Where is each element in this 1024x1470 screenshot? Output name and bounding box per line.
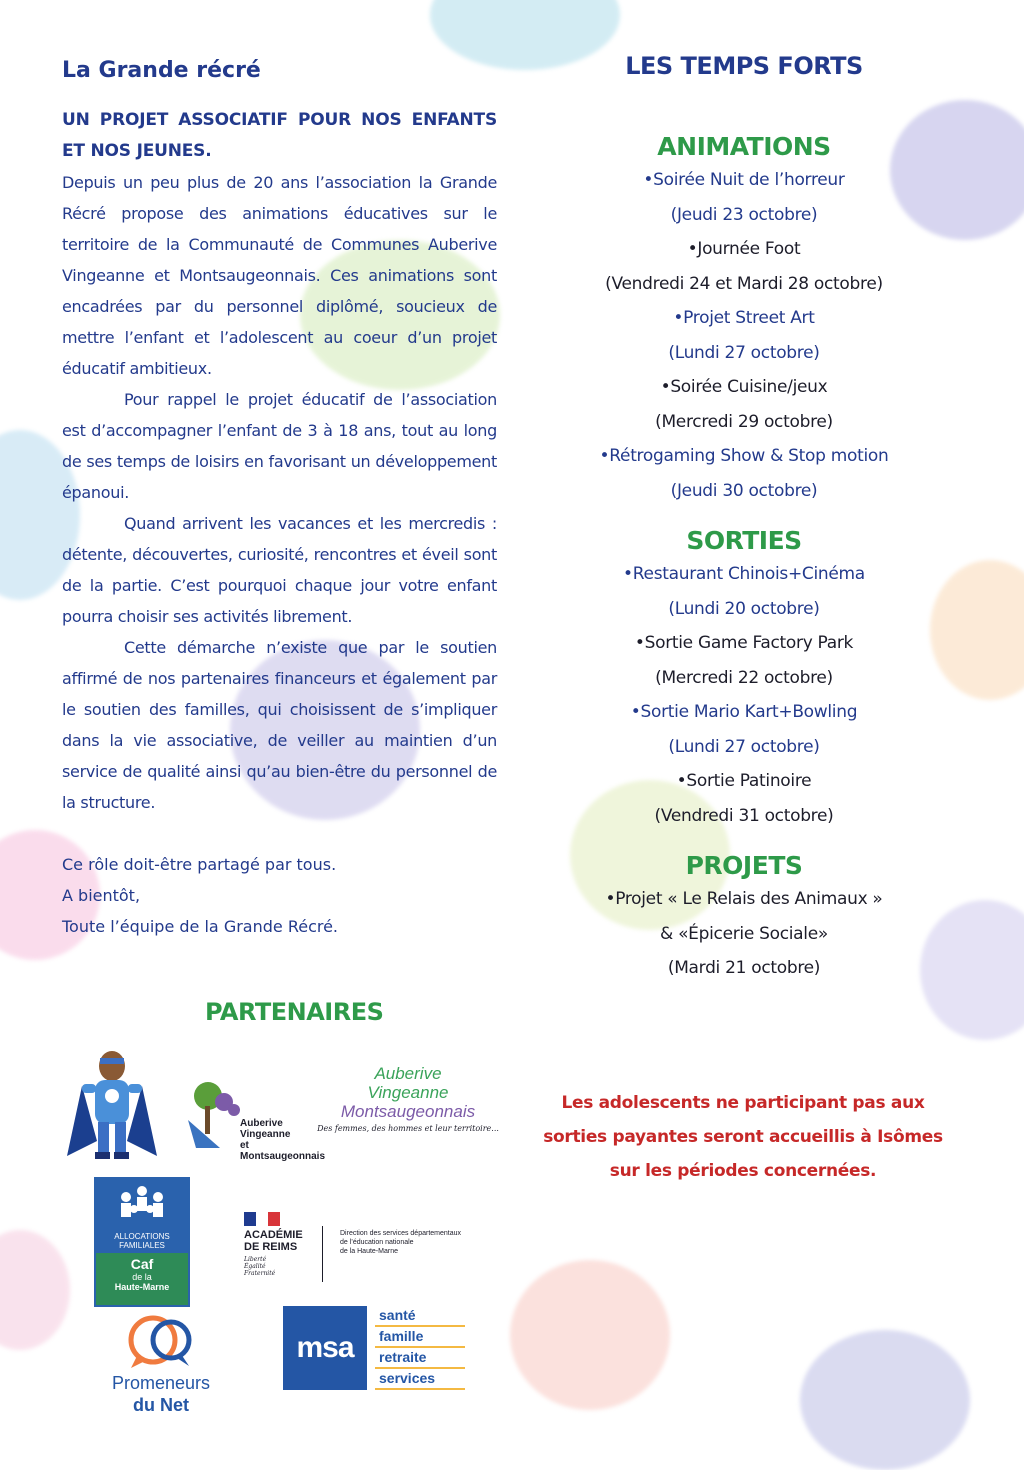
caf-line-2: FAMILIALES (119, 1241, 165, 1250)
sortie-date: (Lundi 27 octobre) (668, 736, 820, 757)
intro-paragraph-2: Pour rappel le projet éducatif de l’association est d’accompagner l’enfant de 3 à 18 ans, tout au long de ses temps de loisirs en favorisant un développement épanoui. (62, 390, 497, 502)
avm-logo-line-3: Montsaugeonnais (340, 1102, 476, 1121)
animation-item: • Soirée Cuisine/jeux (596, 370, 892, 405)
animation-item: • Journée Foot (596, 232, 892, 267)
animation-date: (Jeudi 30 octobre) (670, 480, 818, 501)
caf-sub-1: de la (132, 1272, 152, 1282)
animation-date: (Lundi 27 octobre) (668, 342, 820, 363)
animation-date: (Mercredi 29 octobre) (655, 411, 833, 432)
sortie-item: • Sortie Mario Kart+Bowling (596, 695, 892, 730)
sortie-date: (Lundi 20 octobre) (668, 598, 820, 619)
projets-section (596, 851, 892, 986)
academie-line-2: DE REIMS (244, 1241, 298, 1253)
caf-logo (94, 1177, 190, 1307)
sortie-date: (Mercredi 22 octobre) (655, 667, 833, 688)
sortie-date: (Vendredi 31 octobre) (654, 805, 834, 826)
promeneurs-line-1: Promeneurs (111, 1373, 211, 1393)
projets-heading: PROJETS (685, 851, 803, 880)
mascot-logo (62, 1046, 162, 1164)
brand-title: La Grande récré (62, 58, 261, 83)
animation-item: • Rétrogaming Show & Stop motion (596, 439, 892, 474)
teen-notice: Les adolescents ne participant pas aux sorties payantes seront accueillis à Isômes sur les périodes concernées. (543, 1093, 943, 1181)
avm-logo-line-1: Auberive (374, 1064, 442, 1083)
community-logo-line-3: et Montsaugeonnais (240, 1140, 326, 1162)
msa-line-2: famille (375, 1327, 465, 1348)
animations-heading: ANIMATIONS (657, 132, 831, 161)
community-logo-line-1: Auberive (240, 1118, 283, 1129)
msa-mark (283, 1306, 367, 1390)
closing-line-3: Toute l’équipe de la Grande Récré. (62, 917, 339, 936)
sorties-section (596, 526, 892, 833)
academie-line-1: ACADÉMIE (244, 1229, 303, 1241)
animation-date: (Vendredi 24 et Mardi 28 octobre) (605, 273, 883, 294)
academie-motto-3: Fraternité (244, 1270, 276, 1277)
paint-splash-right-top (890, 100, 1024, 240)
academie-dept-2: de l’éducation nationale (340, 1239, 414, 1246)
speech-bubbles-icon (121, 1312, 201, 1372)
paint-splash-bottom-left (0, 1230, 70, 1350)
tree-icon (178, 1080, 248, 1152)
closing-line-1: Ce rôle doit-être partagé par tous. (62, 855, 337, 874)
closing-line-2: A bientôt, (62, 886, 141, 905)
projet-item-line-2: & «Épicerie Sociale» (660, 923, 828, 944)
sortie-item: • Restaurant Chinois+Cinéma (596, 557, 892, 592)
academie-motto-1: Liberté (244, 1256, 267, 1263)
animation-date: (Jeudi 23 octobre) (670, 204, 818, 225)
academie-dept-3: de la Haute-Marne (340, 1248, 398, 1255)
academie-logo (244, 1212, 474, 1284)
sortie-item: • Sortie Game Factory Park (596, 626, 892, 661)
intro-column (62, 58, 497, 942)
highlights-column (596, 52, 892, 1004)
msa-line-3: retraite (375, 1348, 465, 1369)
paint-splash-right-peach (930, 560, 1024, 700)
academie-divider (322, 1226, 323, 1282)
msa-logo (283, 1306, 467, 1390)
sorties-heading: SORTIES (686, 526, 802, 555)
animation-item: • Projet Street Art (596, 301, 892, 336)
avm-logo (308, 1064, 508, 1133)
caf-name: Caf (130, 1256, 154, 1272)
paint-splash-right-purple (920, 900, 1024, 1040)
highlights-heading: LES TEMPS FORTS (625, 52, 863, 80)
caf-line-1: ALLOCATIONS (114, 1232, 170, 1241)
msa-line-1: santé (375, 1306, 465, 1327)
project-subtitle: UN PROJET ASSOCIATIF POUR NOS ENFANTS ET NOS JEUNES. (62, 110, 497, 161)
marianne-flag-icon (244, 1212, 280, 1226)
avm-logo-line-2: Vingeanne (367, 1083, 449, 1102)
caf-sub-2: Haute-Marne (114, 1282, 170, 1292)
animations-section (596, 132, 892, 508)
intro-paragraph-3: Quand arrivent les vacances et les mercredis : détente, découvertes, curiosité, rencontres et éveil sont de la partie. C’est pourquoi chaque jour votre enfant pourra choisir ses activités librement. (62, 514, 497, 626)
closing-block (62, 849, 497, 942)
partners-title: PARTENAIRES (205, 998, 384, 1026)
community-logo (178, 1080, 326, 1162)
promeneurs-logo (96, 1312, 226, 1424)
projet-date: (Mardi 21 octobre) (667, 958, 821, 978)
academie-dept-1: Direction des services départementaux (340, 1230, 462, 1237)
intro-paragraph-1: Depuis un peu plus de 20 ans l’association la Grande Récré propose des animations éducatives sur le territoire de la Communauté de Communes Auberive Vingeanne et Montsaugeonnais. Ces animations sont encadrées par du personnel diplômé, soucieux de mettre l’enfant et l’adolescent au coeur d’un projet éducatif ambitieux. (62, 173, 497, 378)
intro-paragraph-4: Cette démarche n’existe que par le soutien affirmé de nos partenaires financeurs et également par le soutien des familles, qui choisissent de s’impliquer dans la vie associative, de veiller au maintien d’un service de qualité ainsi qu’au bien-être du personnel de la structure. (62, 638, 497, 812)
academie-motto-2: Égalité (244, 1263, 266, 1270)
projet-item: • Projet « Le Relais des Animaux » (596, 882, 892, 917)
avm-logo-tagline: Des femmes, des hommes et leur territoire... (317, 1124, 499, 1133)
animation-item: • Soirée Nuit de l’horreur (596, 163, 892, 198)
sortie-item: • Sortie Patinoire (596, 764, 892, 799)
promeneurs-line-2: du Net (133, 1395, 189, 1415)
msa-line-4: services (375, 1369, 465, 1390)
paint-splash-bottom-purple (800, 1330, 970, 1470)
msa-mark-text: msa (296, 1331, 354, 1364)
paint-splash-bottom-pink (510, 1260, 670, 1410)
people-icon (112, 1183, 172, 1227)
community-logo-line-2: Vingeanne (240, 1129, 291, 1140)
